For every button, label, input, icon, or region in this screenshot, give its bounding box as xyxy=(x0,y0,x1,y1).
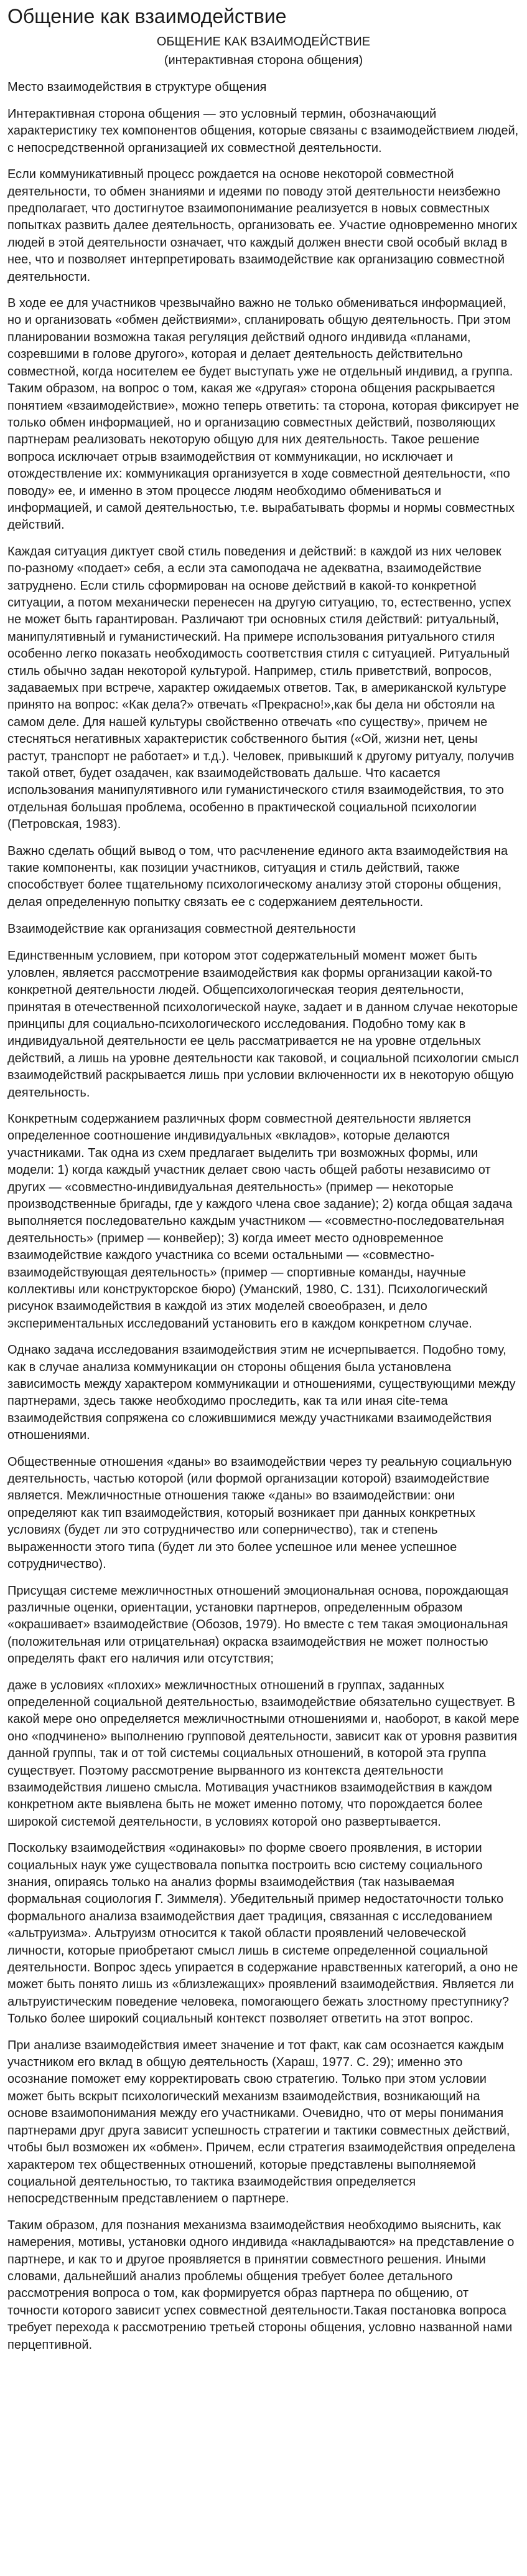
paragraph: Единственным условием, при котором этот содержательный момент может быть уловлен, является рассмотрение взаимодействия как формы организации какой-то конкретной деятельности людей. Общепсихологическая теория деятельности, принятая в отечественной психологической науке, задает и в данном случае некоторые принципы для социально-психологического исследования. Подобно тому как в индивидуальной деятельности ее цель рассматривается не на уровне отдельных действий, а лишь на уровне деятельности как таковой, и социальной психологии смысл взаимодействий раскрывается лишь при условии включенности их в некоторую общую деятельность. xyxy=(7,949,519,1100)
paragraph: Общественные отношения «даны» во взаимодействии через ту реальную социальную деятельность, частью которой (или формой организации которой) взаимодействие является. Межличностные отношения также «даны» во взаимодействии: они определяют как тип взаимодействия, который возникает при данных конкретных условиях (будет ли это сотрудничество или соперничество), так и степень выраженности этого типа (будет ли это более успешное или менее успешное сотрудничество). xyxy=(7,1455,512,1572)
paragraph: Если коммуникативный процесс рождается на основе некоторой совместной деятельности, то обмен знаниями и идеями по поводу этой деятельности неизбежно предполагает, что достигнутое взаимопонимание реализуется в новых совместных попытках развить далее деятельность, организовать ее. Участие одновременно многих людей в этой деятельности означает, что каждый должен внести свой особый вклад в нее, что и позволяет интерпретировать взаимодействие как организацию совместной деятельности. xyxy=(7,167,518,284)
section-heading: Место взаимодействия в структуре общения xyxy=(7,80,267,94)
paragraph: даже в условиях «плохих» межличностных отношений в группах, заданных определенной социальной деятельностью, взаимодействие обязательно существует. В какой мере оно определяется межличностными отношениями и, наоборот, в какой мере оно «подчинено» выполнению групповой деятельности, зависит как от уровня развития данной группы, так и от той системы социальных отношений, в которой эта группа существует. Поэтому рассмотрение вырванного из контекста деятельности взаимодействия лишено смысла. Мотивация участников взаимодействия в каждом конкретном акте выявлена быть не может именно потому, что порождается более широкой системой деятельности, в условиях которой оно развертывается. xyxy=(7,1678,520,1829)
paragraph: Таким образом, для познания механизма взаимодействия необходимо выяснить, как намерения, мотивы, установки одного индивида «накладываются» на представление о партнере, и как то и другое проявляется в принятии совместного решения. Иными словами, дальнейший анализ проблемы общения требует более детального рассмотрения вопроса о том, как формируется образ партнера по общению, от точности которого зависит успех совместной деятельности.Такая постановка вопроса требует перехода к рассмотрению третьей стороны общения, условно названной нами перцептивной. xyxy=(7,2218,515,2352)
document-title: ОБЩЕНИЕ КАК ВЗАИМОДЕЙСТВИЕ xyxy=(156,35,371,49)
paragraph: Конкретным содержанием различных форм совместной деятельности является определенное соотношение индивидуальных «вкладов», которые делаются участниками. Так одна из схем предлагает выделить три возможных формы, или модели: 1) когда каждый участник делает свою часть общей работы независимо от других — «совместно-индивидуальная деятельность» (пример — некоторые производственные бригады, где у каждого члена свое задание); 2) когда общая задача выполняется последовательно каждым участником — «совместно-последовательная деятельность» (пример — конвейер); 3) когда имеет место одновременное взаимодействие каждого участника со всеми остальными — «совместно-взаимодействующая деятельность» (пример — спортивные команды, научные коллективы или конструкторское бюро) (Уманский, 1980, С. 131). Психологический рисунок взаимодействия в каждой из этих моделей своеобразен, и дело экспериментальных исследований установить его в каждом конкретном случае. xyxy=(7,1111,513,1331)
document-body xyxy=(7,78,520,2354)
paragraph: Поскольку взаимодействия «одинаковы» по форме своего проявления, в истории социальных наук уже существовала попытка построить всю систему социального знания, опираясь только на анализ формы взаимодействия (так называемая формальная социология Г. Зиммеля). Убедительный пример недостаточности только формального анализа взаимодействия дает традиция, связанная с исследованием «альтруизма». Альтруизм относится к такой области проявлений человеческой личности, которые приобретают смысл лишь в системе определенной социальной деятельности. Вопрос здесь упирается в содержание нравственных категорий, а оно не может быть понято лишь из «близлежащих» проявлений взаимодействия. Является ли альтруистическим поведение человека, помогающего бежать злостному преступнику? Только более широкий социальный контекст позволяет ответить на этот вопрос. xyxy=(7,1841,518,2026)
document-heading: Общение как взаимодействие xyxy=(7,5,287,27)
paragraph: Присущая системе межличностных отношений эмоциональная основа, порождающая различные оценки, ориентации, установки партнеров, определенным образом «окрашивает» взаимодействие (Обозов, 1979). Но вместе с тем такая эмоциональная (положительная или отрицательная) окраска взаимодействия не может полностью определять факт его наличия или отсутствия; xyxy=(7,1583,509,1666)
section-heading: Взаимодействие как организация совместной деятельности xyxy=(7,922,356,937)
document-subtitle: (интерактивная сторона общения) xyxy=(164,54,363,67)
paragraph: В ходе ее для участников чрезвычайно важно не только обмениваться информацией, но и организовать «обмен действиями», спланировать общую деятельность. При этом планировании возможна такая регуляция действий одного индивида «планами, созревшими в голове другого», которая и делает деятельность действительно совместной, когда носителем ее будет выступать уже не отдельный индивид, а группа. Таким образом, на вопрос о том, какая же «другая» сторона общения раскрывается понятием «взаимодействие», можно теперь ответить: та сторона, которая фиксирует не только обмен информацией, но и организацию совместных действий, позволяющих партнерам реализовать некоторую общую для них деятельность. Такое решение вопроса исключает отрыв взаимодействия от коммуникации, но исключает и отождествление их: коммуникация организуется в ходе совместной деятельности, «по поводу» ее, и именно в этом процессе людям необходимо обмениваться и информацией, и самой деятельностью, т.е. вырабатывать формы и нормы совместных действий. xyxy=(7,296,520,532)
paragraph: При анализе взаимодействия имеет значение и тот факт, как сам осознается каждым участником его вклад в общую деятельность (Хараш, 1977. С. 29); именно это осознание поможет ему корректировать свою стратегию. Только при этом условии может быть вскрыт психологический механизм взаимодействия, возникающий на основе взаимопонимания между его участниками. Очевидно, что от меры понимания партнерами друг друга зависит успешность стратегии и тактики совместных действий, чтобы был возможен их «обмен». Причем, если стратегия взаимодействия определена характером тех общественных отношений, которые представлены выполняемой социальной деятельностью, то тактика взаимодействия определяется непосредственным представлением о партнере. xyxy=(7,2038,516,2206)
paragraph: Каждая ситуация диктует свой стиль поведения и действий: в каждой из них человек по-разному «подает» себя, а если эта самоподача не адекватна, взаимодействие затруднено. Если стиль сформирован на основе действий в какой-то конкретной ситуации, а потом механически перенесен на другую ситуацию, то, естественно, успех не может быть гарантирован. Различают три основных стиля действий: ритуальный, манипулятивный и гуманистический. На примере использования ритуального стиля особенно легко показать необходимость соответствия стиля с ситуацией. Ритуальный стиль обычно задан некоторой культурой. Например, стиль приветствий, вопросов, задаваемых при встрече, характер ожидаемых ответов. Так, в американской культуре принято на вопрос: «Как дела?» отвечать «Прекрасно!»,как бы дела ни обстояли на самом деле. Для нашей культуры свойственно отвечать «по существу», причем не стесняться негативных характеристик собственного бытия («Ой, жизни нет, цены растут, транспорт не работает» и т.д.). Человек, привыкший к другому ритуалу, получив такой ответ, будет озадачен, как взаимодействовать дальше. Что касается использования манипулятивного или гуманистического стиля взаимодействия, то это отдельная большая проблема, особенно в практической социальной психологии (Петровская, 1983). xyxy=(7,544,515,832)
paragraph: Важно сделать общий вывод о том, что расчленение единого акта взаимодействия на такие компоненты, как позиции участников, ситуация и стиль действий, также способствует более тщательному психологическому анализу этой стороны общения, делая определенную попытку связать ее с содержанием деятельности. xyxy=(7,844,508,909)
paragraph: Однако задача исследования взаимодействия этим не исчерпывается. Подобно тому, как в случае анализа коммуникации он стороны общения была установлена зависимость между характером коммуникации и отношениями, существующими между партнерами, здесь также необходимо проследить, как та или иная cite-тема взаимодействия сопряжена со сложившимися между участниками взаимодействия отношениями. xyxy=(7,1343,516,1443)
paragraph: Интерактивная сторона общения — это условный термин, обозначающий характеристику тех компонентов общения, которые связаны с взаимодействием людей, с непосредственной организацией их совместной деятельности. xyxy=(7,107,519,155)
